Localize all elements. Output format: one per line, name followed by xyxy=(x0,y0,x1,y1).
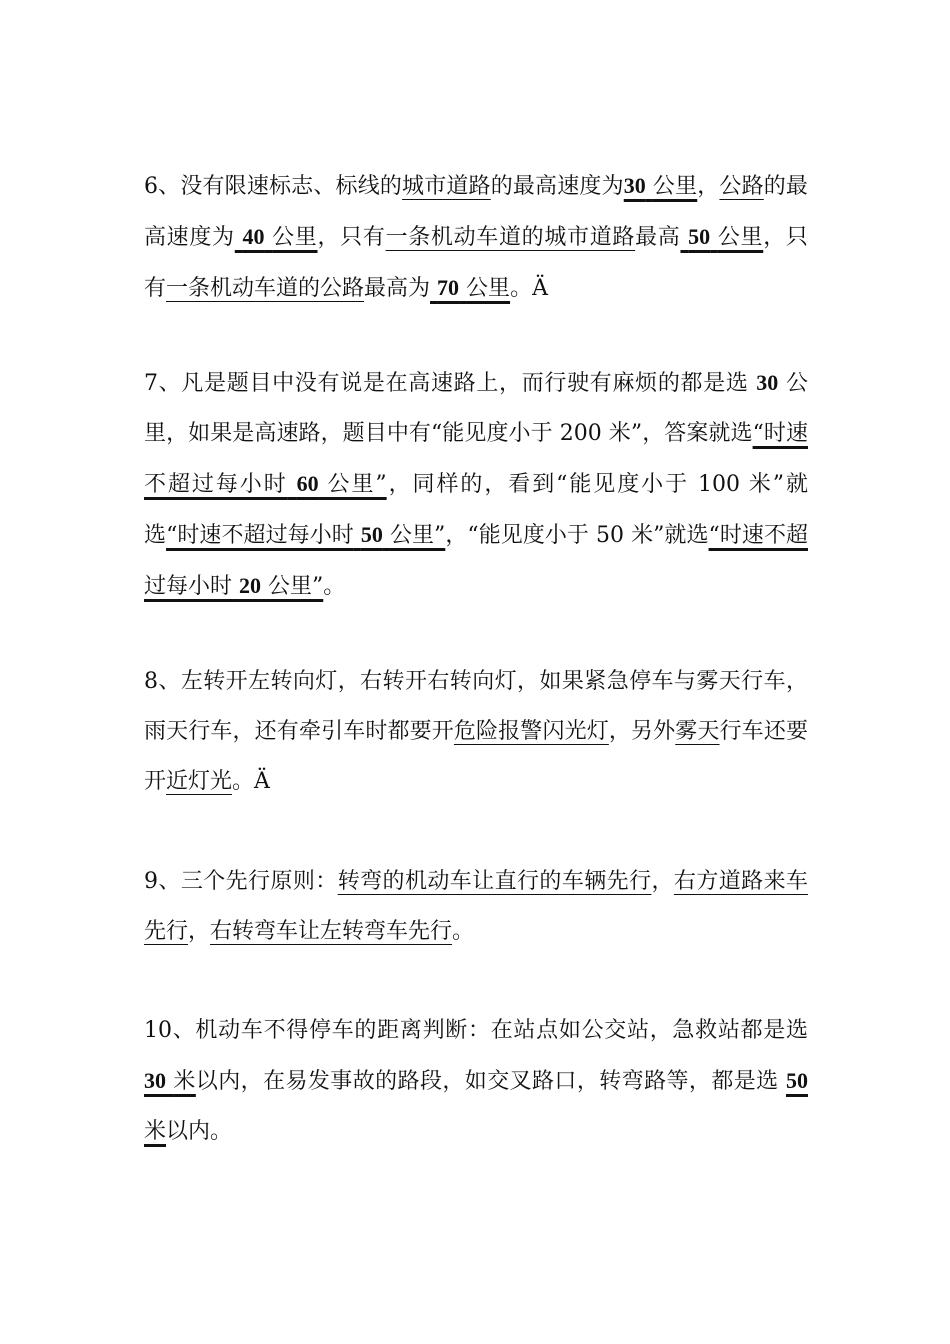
text: 。Ä xyxy=(232,769,270,794)
underlined-term: 右转弯车让左转弯车先行 xyxy=(210,919,453,944)
text: ，只有 xyxy=(144,225,808,301)
text: ， xyxy=(651,869,674,894)
text: 公里” xyxy=(268,574,324,599)
speed-limit-value xyxy=(235,225,318,250)
text: 10、机动车不得停车的距离判断：在站点如公交站，急救站都是选 xyxy=(144,1018,808,1043)
text: 。Ä xyxy=(510,276,548,301)
unit: 公里 xyxy=(717,225,764,250)
speed-answer xyxy=(166,523,445,548)
text: 7、凡是题目中没有说是在高速路上，而行驶有麻烦的都是选 xyxy=(144,371,749,396)
speed-limit-value xyxy=(430,276,510,301)
text: 公里，如果是高速路，题目中有“能见度小于 200 米”，答案就选 xyxy=(144,371,808,446)
underlined-term: 转弯的机动车让直行的车辆先行 xyxy=(337,869,652,894)
number: 60 xyxy=(296,471,319,496)
speed-limit-value xyxy=(680,225,763,250)
underlined-term: 右方道路来车先行 xyxy=(144,869,808,944)
text: 行车还要开 xyxy=(144,719,808,794)
paragraph-8 xyxy=(144,657,808,807)
underlined-term: 一条机动车道的城市道路 xyxy=(385,225,636,250)
text: 以内。 xyxy=(166,1119,233,1144)
speed-limit-value xyxy=(624,174,698,199)
text: 8、左转开左转向灯，右转开右转向灯，如果紧急停车与雾天行车，雨天行车，还有牵引车时都要开 xyxy=(144,669,808,744)
unit: 公里 xyxy=(272,225,318,250)
text: “时速不超过每小时 xyxy=(144,421,808,497)
distance-value xyxy=(144,1069,196,1094)
text: 的最高速度为 xyxy=(490,174,624,199)
paragraph-9 xyxy=(144,857,808,957)
underlined-term: 近灯光 xyxy=(166,769,233,794)
text: 最高 xyxy=(635,225,681,250)
text: 。 xyxy=(452,919,475,944)
unit: 公里 xyxy=(466,276,511,301)
underlined-term: 城市道路 xyxy=(402,174,491,199)
number: 50 xyxy=(688,224,711,249)
text: ，另外 xyxy=(608,719,676,744)
number: 50 xyxy=(785,1068,808,1093)
text: ， xyxy=(188,919,211,944)
text: 公里” xyxy=(327,472,387,497)
number: 50 xyxy=(360,522,383,547)
unit: 公里 xyxy=(652,174,698,199)
number: 30 xyxy=(756,370,779,395)
text: “时速不超过每小时 xyxy=(144,523,809,599)
underlined-term: 雾天 xyxy=(675,719,720,744)
number: 70 xyxy=(437,275,460,300)
paragraph-6 xyxy=(144,161,808,314)
underlined-term: 公路 xyxy=(719,174,764,199)
number: 30 xyxy=(144,1068,166,1093)
number: 40 xyxy=(242,224,265,249)
text: ， xyxy=(697,174,720,199)
text: 的最高速度为 xyxy=(144,174,808,250)
text: ，只有 xyxy=(317,225,386,250)
paragraph-10 xyxy=(144,1006,808,1157)
paragraph-7 xyxy=(144,358,808,612)
underlined-term: 危险报警闪光灯 xyxy=(453,719,609,744)
text: ，“能见度小于 50 米”就选 xyxy=(445,523,709,548)
text: ，同样的，看到“能见度小于 100 米”就选 xyxy=(144,472,808,548)
number: 20 xyxy=(239,573,262,598)
unit: 米 xyxy=(173,1069,196,1094)
underlined-term: 一条机动车道的公路 xyxy=(166,276,365,301)
number: 30 xyxy=(623,173,646,198)
text: 以内，在易发事故的路段，如交叉路口，转弯路等，都是选 xyxy=(195,1069,779,1094)
text: 。 xyxy=(323,574,346,599)
text: 6、没有限速标志、标线的 xyxy=(144,174,403,199)
text: 公里” xyxy=(389,523,446,548)
text: “时速不超过每小时 xyxy=(166,523,354,548)
text: 9、三个先行原则： xyxy=(144,869,338,894)
text: 最高为 xyxy=(364,276,431,301)
unit: 米 xyxy=(144,1119,167,1144)
